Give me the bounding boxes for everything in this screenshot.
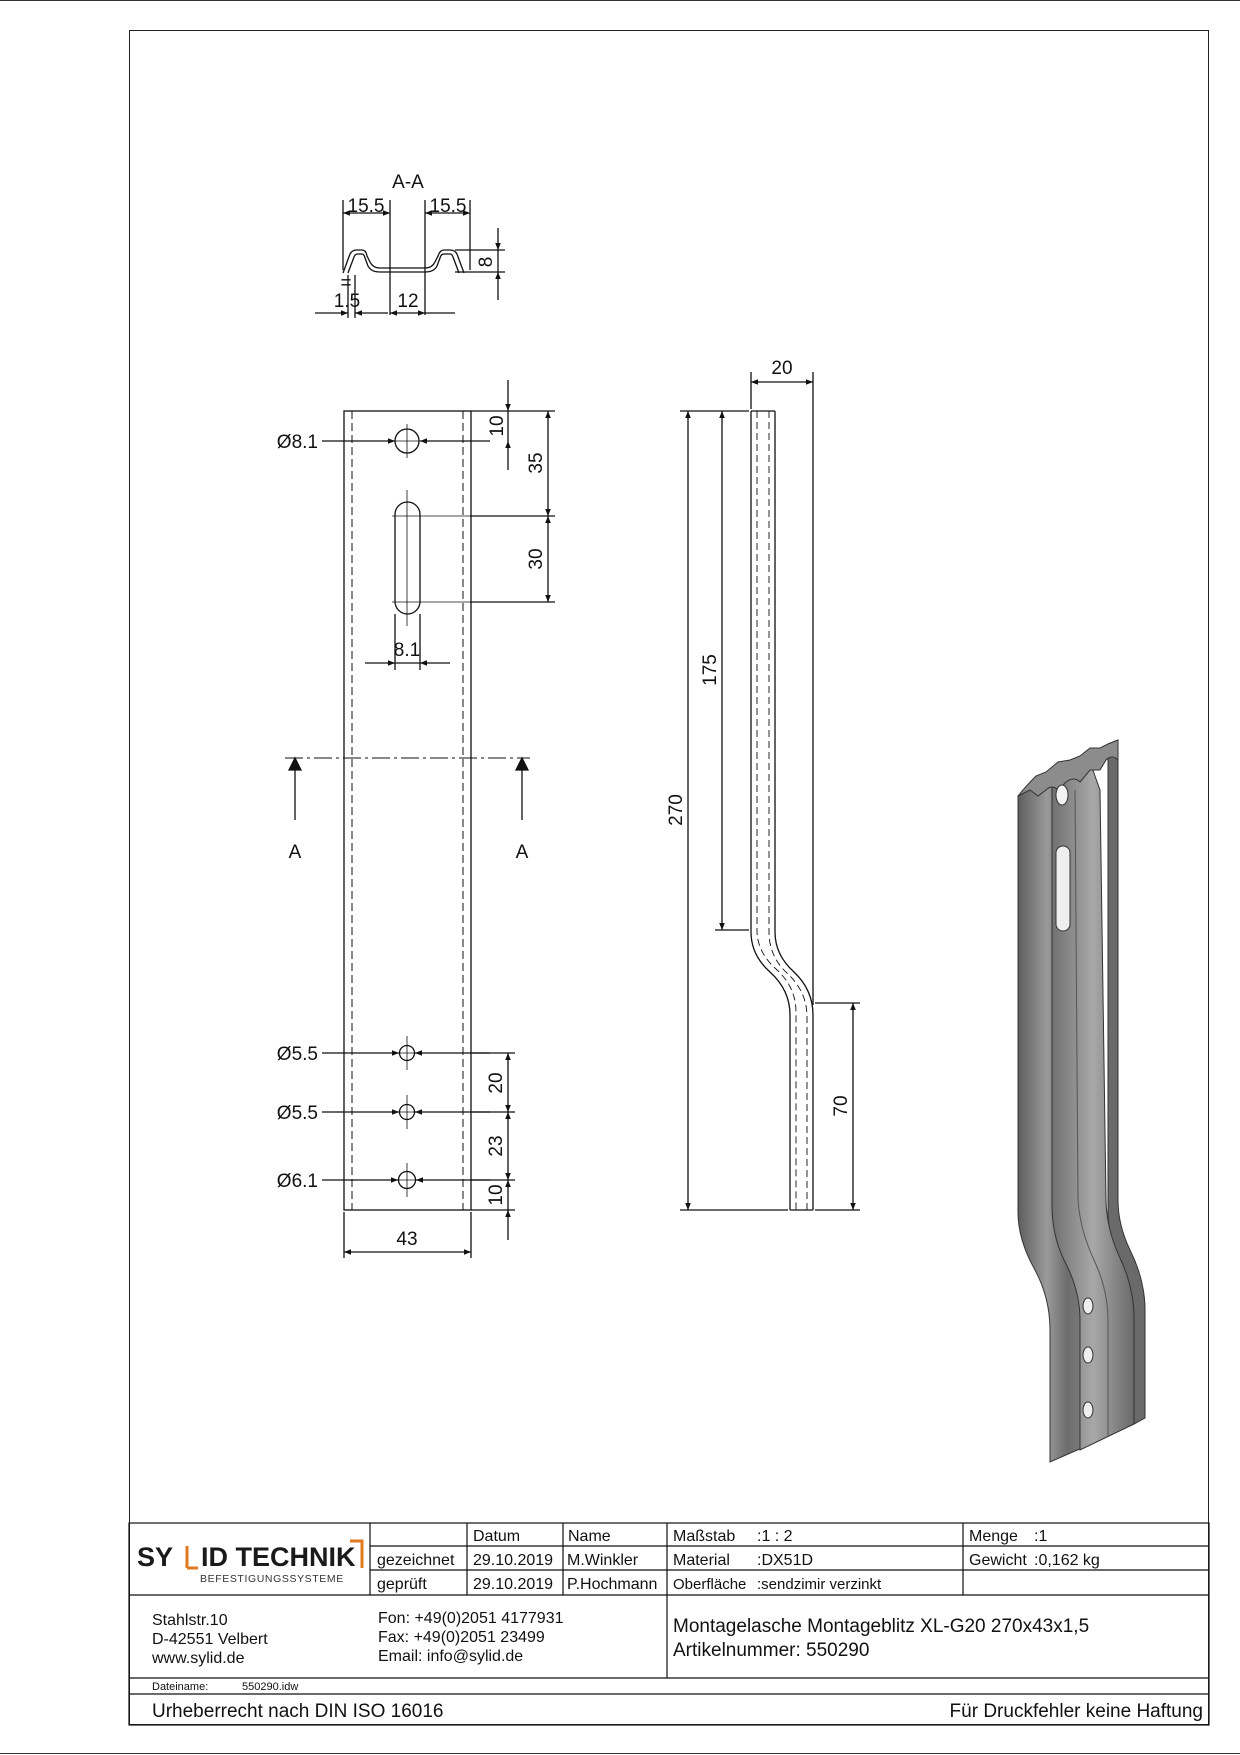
address-city: D-42551 Velbert: [152, 1631, 268, 1648]
drawn-date: 29.10.2019: [473, 1552, 554, 1569]
article-number: Artikelnummer: 550290: [673, 1640, 870, 1661]
side-profile-right: [775, 411, 813, 1210]
section-title: A-A: [392, 172, 424, 193]
label-hole-6-1: Ø6.1: [276, 1171, 318, 1192]
side-dim-270: 270: [666, 794, 687, 826]
material-label: Material: [673, 1552, 730, 1569]
surface-value: :sendzimir verzinkt: [757, 1576, 882, 1593]
dim-23: 23: [486, 1135, 507, 1157]
section-dim-center: 12: [397, 291, 419, 312]
scale-label: Maßstab: [673, 1528, 736, 1545]
checked-name: P.Hochmann: [567, 1576, 658, 1593]
cut-label-right: A: [515, 842, 529, 863]
dim-30: 30: [526, 548, 547, 570]
checked-date: 29.10.2019: [473, 1576, 554, 1593]
dim-10-top: 10: [487, 415, 508, 437]
side-dim-175: 175: [700, 654, 721, 686]
front-view: [277, 380, 555, 1258]
front-view-outline: [344, 411, 471, 1210]
side-dim-70: 70: [831, 1095, 852, 1117]
col-datum: Datum: [473, 1528, 521, 1545]
scale-value: :1 : 2: [757, 1528, 793, 1545]
logo-text-left: SY: [137, 1542, 174, 1572]
weight-value: :0,162 kg: [1034, 1552, 1100, 1569]
dim-10-bottom: 10: [486, 1184, 507, 1206]
label-hole-8-1: Ø8.1: [276, 432, 318, 453]
dim-35: 35: [526, 452, 547, 474]
section-a-a: [315, 172, 505, 318]
side-dim-20: 20: [771, 358, 793, 379]
phone: Fon: +49(0)2051 4177931: [378, 1610, 564, 1627]
material-value: :DX51D: [757, 1552, 814, 1569]
side-view: [666, 358, 860, 1210]
row-checked: geprüft: [377, 1576, 427, 1593]
fax: Fax: +49(0)2051 23499: [378, 1629, 545, 1646]
dim-20: 20: [486, 1072, 507, 1094]
title-block: [129, 1523, 1209, 1725]
section-dim-height: 8: [476, 256, 497, 268]
section-eq-mark: =: [340, 273, 352, 294]
filename-value: 550290.idw: [242, 1681, 299, 1693]
dim-slot-width: 8.1: [393, 640, 421, 661]
email: Email: info@sylid.de: [378, 1648, 524, 1665]
section-dim-right: 15.5: [429, 196, 467, 217]
label-hole-5-5-a: Ø5.5: [276, 1044, 318, 1065]
copyright: Urheberrecht nach DIN ISO 16016: [152, 1701, 444, 1722]
cut-label-left: A: [288, 842, 302, 863]
surface-label: Oberfläche: [673, 1576, 747, 1593]
disclaimer: Für Druckfehler keine Haftung: [949, 1701, 1203, 1722]
col-name: Name: [568, 1528, 611, 1545]
address-street: Stahlstr.10: [152, 1612, 228, 1629]
section-dim-thickness: 1.5: [333, 291, 361, 312]
section-profile-inner: [348, 254, 459, 273]
dim-width: 43: [396, 1229, 418, 1250]
filename-label: Dateiname:: [152, 1681, 209, 1693]
section-dim-left: 15.5: [347, 196, 385, 217]
logo-text-right: ID TECHNIK: [201, 1542, 356, 1572]
qty-label: Menge: [969, 1528, 1018, 1545]
drawn-name: M.Winkler: [567, 1552, 639, 1569]
product-name: Montagelasche Montageblitz XL-G20 270x43x1,5: [673, 1616, 1090, 1637]
address-web: www.sylid.de: [152, 1650, 245, 1667]
label-hole-5-5-b: Ø5.5: [276, 1103, 318, 1124]
row-drawn: gezeichnet: [377, 1552, 455, 1569]
weight-label: Gewicht: [969, 1552, 1027, 1569]
logo-subtitle: BEFESTIGUNGSSYSTEME: [200, 1573, 344, 1585]
isometric-part-render: [1018, 740, 1145, 1462]
qty-value: :1: [1034, 1528, 1048, 1545]
slot: [395, 502, 420, 614]
